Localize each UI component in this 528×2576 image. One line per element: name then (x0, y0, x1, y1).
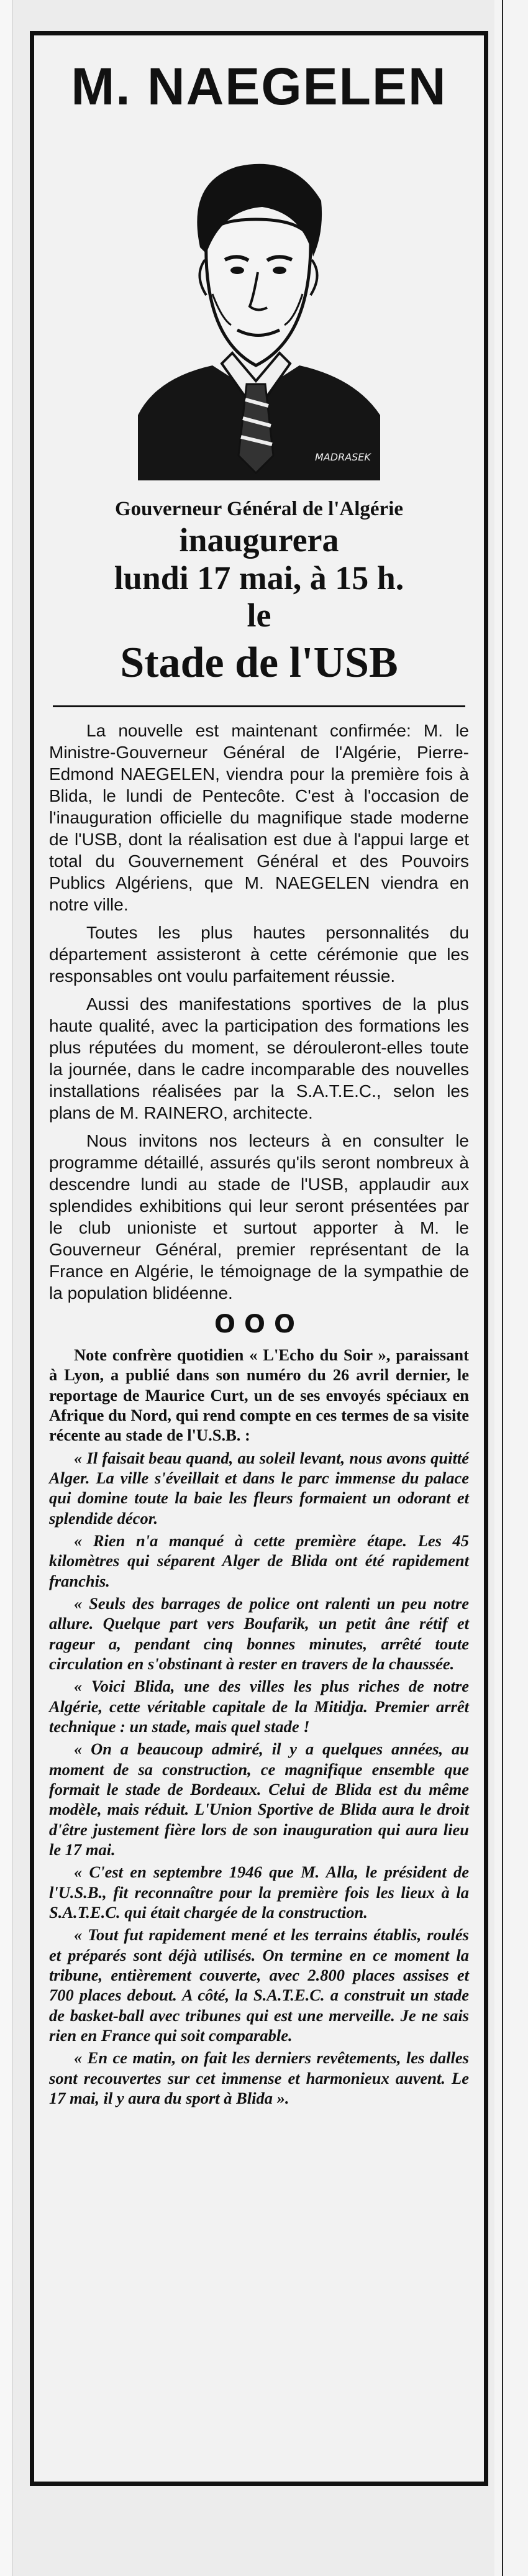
quote-paragraph: « Voici Blida, une des villes les plus riches de notre Algérie, cette véritable capitale de la Mitidja. Premier arrêt technique : un stade, mais quel stade ! (49, 1677, 469, 1736)
headline-le: le (247, 597, 271, 635)
subtitle: Gouverneur Général de l'Algérie (114, 498, 404, 521)
headline-date: lundi 17 mai, à 15 h. (114, 559, 404, 597)
right-margin-strip (494, 0, 528, 2576)
section-separator: OOO (214, 1310, 304, 1339)
paragraph: La nouvelle est maintenant confirmée: M. le Ministre-Gouverneur Général de l'Algérie, Pierre-Edmond NAEGELEN, viendra pour la première fois à Blida, le lundi de Pentecôte. C'est à l'occasion de l'inauguration officielle du magnifique stade moderne de l'USB, dont la réalisation est due à l'appui large et total du Gouvernement Général et des Pouvoirs Publics Algériens, que M. NAEGELEN viendra en notre ville. (49, 721, 469, 915)
quote-paragraph: « On a beaucoup admiré, il y a quelques années, au moment de sa construction, ce magnifique ensemble que formait le stade de Bordeaux. Celui de Blida est du même modèle, mais réduit. L'Union Sportive de Blida aura le droit d'être justement fière lors de son inauguration qui aura lieu le 17 mai. (49, 1739, 469, 1859)
column-rule (502, 0, 503, 2576)
article-frame (30, 31, 488, 2486)
paragraph: Aussi des manifestations sportives de la plus haute qualité, avec la participation des formations les plus réputées du moment, se dérouleront-elles toute la journée, dans le cadre incomparable des nouvelles installations réalisées par la S.A.T.E.C., selon les plans de M. RAINERO, architecte. (49, 994, 469, 1123)
left-margin-strip (0, 0, 13, 2576)
report-intro: Note confrère quotidien « L'Echo du Soir », paraissant à Lyon, a publié dans son numéro du 26 avril dernier, le reportage de Maurice Curt, un de ses envoyés spéciaux en Afrique du Nord, qui rend compte en ces termes de sa visite récente au stade de l'U.S.B. : (49, 1345, 469, 1445)
quote-paragraph: « Rien n'a manqué à cette première étape. Les 45 kilomètres qui séparent Alger de Blida ont été rapidement franchis. (49, 1531, 469, 1590)
quote-paragraph: « C'est en septembre 1946 que M. Alla, le président de l'U.S.B., fit reconnaître pour la première fois les lieux à la S.A.T.E.C. qui était chargée de la construction. (49, 1863, 469, 1922)
quote-paragraph: « Seuls des barrages de police ont ralenti un peu notre allure. Quelque part vers Boufarik, un petit âne rétif et rageur a, pendant cinq bonnes minutes, arrêté toute circulation en s'obstinant à rester en travers de la chaussée. (49, 1593, 469, 1673)
artist-signature: MADRASEK (315, 451, 371, 464)
article-title: M. NAEGELEN (71, 57, 447, 116)
paragraph: Nous invitons nos lecteurs à en consulter le programme détaillé, assurés qu'ils seront nombreux à descendre lundi au stade de l'USB, applaudir aux splendides exhibitions qui leur seront présentées par le club unioniste et surtout apporter à M. le Gouverneur Général, premier représentant de la France en Algérie, le témoignage de la sympathie de la population blidéenne. (49, 1131, 469, 1303)
quote-paragraph: « Il faisait beau quand, au soleil levant, nous avons quitté Alger. La ville s'éveillait et dans le parc immense du palace qui domine toute la baie les fleurs formaient un odorant et splendide décor. (49, 1448, 469, 1528)
headline-inaugurera: inaugurera (179, 521, 339, 559)
headline-stade: Stade de l'USB (120, 638, 398, 687)
paragraph: Toutes les plus hautes personnalités du département assisteront à cette cérémonie que les responsables ont voulu parfaitement réussie. (49, 923, 469, 986)
headline-rule (53, 705, 465, 707)
report-body (44, 1345, 474, 2108)
announcement-body (44, 720, 474, 1304)
article-content (44, 54, 474, 2111)
quote-paragraph: « Tout fut rapidement mené et les terrains établis, roulés et préparés sont déjà utilisés. On termine en ce moment la tribune, entièrement couverte, avec 2.800 places assises et 700 places debout. A côté, la S.A.T.E.C. a construit un stade de basket-ball avec tribunes qui est une merveille. Je ne sais rien en France qui soit comparable. (49, 1925, 469, 2045)
portrait-illustration (113, 132, 405, 480)
quote-paragraph: « En ce matin, on fait les derniers revêtements, les dalles sont recouvertes sur cet immense et harmonieux auvent. Le 17 mai, il y aura du sport à Blida ». (49, 2048, 469, 2107)
